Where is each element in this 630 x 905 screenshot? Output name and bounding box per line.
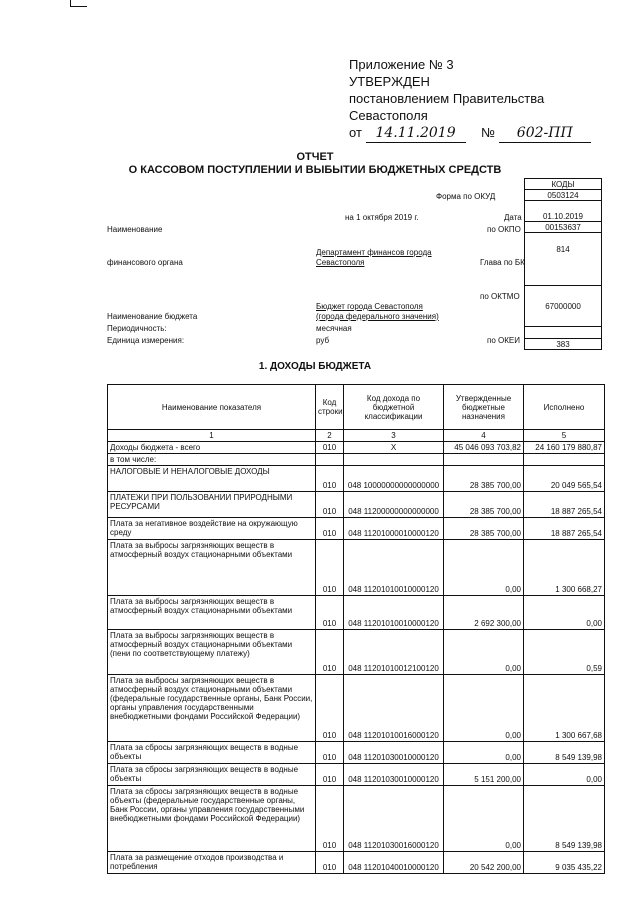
table-cell: 0,00 [444, 786, 524, 852]
table-cell: 048 11201030016000120 [344, 786, 444, 852]
table-cell: Плата за выбросы загрязняющих веществ в атмосферный воздух стационарными объектами [108, 540, 316, 596]
approval-appendix: Приложение № 3 [349, 57, 454, 72]
column-number-row [108, 430, 605, 442]
table-cell: 28 385 700,00 [444, 492, 524, 518]
approval-approved: УТВЕРЖДЕН [349, 74, 430, 89]
table-row [108, 675, 605, 742]
table-row [108, 742, 605, 764]
table-cell: 048 11201030010000120 [344, 742, 444, 764]
unit-value: руб [316, 336, 330, 345]
table-cell: НАЛОГОВЫЕ И НЕНАЛОГОВЫЕ ДОХОДЫ [108, 466, 316, 492]
okpo-label: по ОКПО [487, 225, 521, 234]
table-row [108, 442, 605, 454]
unit-label: Единица измерения: [107, 336, 185, 345]
table-cell: 18 887 265,54 [524, 518, 605, 540]
table-cell: 0,59 [524, 630, 605, 675]
table-cell: Плата за размещение отходов производства и потребления [108, 852, 316, 874]
table-row [108, 630, 605, 675]
period-code [525, 327, 602, 339]
approval-city: Севастополя [349, 108, 428, 123]
table-cell: 8 549 139,98 [524, 742, 605, 764]
col-number: 4 [444, 430, 524, 442]
table-cell: 010 [316, 442, 344, 454]
table-cell: 010 [316, 466, 344, 492]
table-cell: 048 11201040010000120 [344, 852, 444, 874]
fin-org-name-line1: Департамент финансов города [316, 248, 432, 257]
table-row [108, 466, 605, 492]
table-cell: 20 049 565,54 [524, 466, 605, 492]
table-cell: 28 385 700,00 [444, 518, 524, 540]
date-value: 01.10.2019 [525, 211, 602, 222]
income-table [107, 384, 605, 874]
period-value: месячная [316, 324, 352, 333]
table-cell: Плата за сбросы загрязняющих веществ в водные объекты (федеральные государственные органы, Банк России, органы управления государственными внебюджетными фондами Российской Федерации) [108, 786, 316, 852]
col-number: 2 [316, 430, 344, 442]
okei-label: по ОКЕИ [487, 336, 520, 345]
okei-value: 383 [525, 339, 602, 350]
table-cell: 010 [316, 518, 344, 540]
approval-number-handwritten: 602-ПП [499, 125, 591, 143]
table-cell: 0,00 [444, 630, 524, 675]
approval-date-handwritten: 14.11.2019 [366, 125, 466, 143]
table-cell: 9 035 435,22 [524, 852, 605, 874]
date-label: Дата [504, 213, 522, 222]
table-cell: 048 11201010016000120 [344, 675, 444, 742]
table-row [108, 764, 605, 786]
table-cell: 20 542 200,00 [444, 852, 524, 874]
fin-org-name-line2: Севастополя [316, 258, 365, 267]
table-cell: 010 [316, 852, 344, 874]
glava-value: 814 [525, 233, 602, 286]
table-cell: 0,00 [524, 596, 605, 630]
approval-decree: постановлением Правительства [349, 91, 545, 106]
table-row [108, 786, 605, 852]
header-income-code: Код дохода по бюджетной классификации [344, 385, 444, 430]
table-cell: 048 10000000000000000 [344, 466, 444, 492]
table-cell [344, 454, 444, 466]
report-subtitle: О КАССОВОМ ПОСТУПЛЕНИИ И ВЫБЫТИИ БЮДЖЕТНЫХ СРЕДСТВ [128, 164, 502, 176]
budget-name-line1: Бюджет города Севастополя [316, 302, 423, 311]
table-cell: 2 692 300,00 [444, 596, 524, 630]
codes-table [524, 178, 602, 350]
codes-blank [525, 201, 602, 212]
table-cell: ПЛАТЕЖИ ПРИ ПОЛЬЗОВАНИИ ПРИРОДНЫМИ РЕСУРСАМИ [108, 492, 316, 518]
okpo-value: 00153637 [525, 222, 602, 233]
table-cell: 010 [316, 540, 344, 596]
oktmo-value: 67000000 [525, 286, 602, 327]
table-cell: 8 549 139,98 [524, 786, 605, 852]
table-cell: 18 887 265,54 [524, 492, 605, 518]
table-cell: 0,00 [444, 742, 524, 764]
budget-label: Наименование бюджета [107, 312, 198, 321]
approval-number-prefix: № [481, 125, 496, 140]
table-cell: 048 11200000000000000 [344, 492, 444, 518]
table-row [108, 492, 605, 518]
table-cell: Плата за сбросы загрязняющих веществ в водные объекты [108, 742, 316, 764]
table-cell: Плата за выбросы загрязняющих веществ в атмосферный воздух стационарными объектами [108, 596, 316, 630]
fin-org-label: финансового органа [107, 258, 183, 267]
report-title: ОТЧЕТ [296, 151, 334, 163]
approval-date-prefix: от [349, 125, 362, 140]
table-cell: 24 160 179 880,87 [524, 442, 605, 454]
table-cell: 010 [316, 492, 344, 518]
table-cell: Плата за выбросы загрязняющих веществ в атмосферный воздух стационарными объектами (пени по соответствующему платежу) [108, 630, 316, 675]
name-label: Наименование [107, 225, 163, 234]
oktmo-label: по ОКТМО [480, 292, 520, 301]
table-cell: 0,00 [524, 764, 605, 786]
table-cell: 0,00 [444, 540, 524, 596]
table-cell: 048 11201000010000120 [344, 518, 444, 540]
col-number: 5 [524, 430, 605, 442]
table-row [108, 518, 605, 540]
table-cell: 010 [316, 596, 344, 630]
table-header-row [108, 385, 605, 430]
table-cell: 1 300 668,27 [524, 540, 605, 596]
table-cell: 45 046 093 703,82 [444, 442, 524, 454]
approval-block [349, 56, 591, 143]
table-row [108, 540, 605, 596]
table-cell: 010 [316, 630, 344, 675]
corner-mark [70, 0, 87, 7]
header-indicator-name: Наименование показателя [108, 385, 316, 430]
budget-name-line2: (города федерального значения) [316, 312, 439, 321]
table-cell: X [344, 442, 444, 454]
table-cell: 048 11201010012100120 [344, 630, 444, 675]
table-row [108, 852, 605, 874]
header-approved: Утвержденные бюджетные назначения [444, 385, 524, 430]
approval-date-line [349, 124, 591, 143]
okud-value: 0503124 [525, 190, 602, 201]
table-cell: 048 11201030010000120 [344, 764, 444, 786]
table-cell [316, 454, 344, 466]
table-cell: 28 385 700,00 [444, 466, 524, 492]
table-cell: 010 [316, 742, 344, 764]
period-label: Периодичность: [107, 324, 167, 333]
table-cell: Плата за выбросы загрязняющих веществ в атмосферный воздух стационарными объектами (федеральные государственные органы, Банк России, органы управления государственными внебюджетными фондами Российской Федерации) [108, 675, 316, 742]
table-cell: Плата за негативное воздействие на окружающую среду [108, 518, 316, 540]
col-number: 1 [108, 430, 316, 442]
header-row-code: Код строки [316, 385, 344, 430]
table-row [108, 596, 605, 630]
table-cell: 048 11201010010000120 [344, 596, 444, 630]
header-executed: Исполнено [524, 385, 605, 430]
table-cell: 010 [316, 675, 344, 742]
glava-label: Глава по БК [480, 258, 525, 267]
table-cell: Плата за сбросы загрязняющих веществ в водные объекты [108, 764, 316, 786]
report-date-text: на 1 октября 2019 г. [345, 213, 419, 222]
codes-label: КОДЫ [525, 179, 602, 190]
section-title: 1. ДОХОДЫ БЮДЖЕТА [258, 361, 372, 372]
table-row [108, 454, 605, 466]
table-cell: в том числе: [108, 454, 316, 466]
table-cell: 048 11201010010000120 [344, 540, 444, 596]
okud-label: Форма по ОКУД [436, 192, 496, 201]
table-cell [524, 454, 605, 466]
table-cell: 010 [316, 786, 344, 852]
table-cell [444, 454, 524, 466]
table-cell: 0,00 [444, 675, 524, 742]
table-cell: Доходы бюджета - всего [108, 442, 316, 454]
col-number: 3 [344, 430, 444, 442]
table-cell: 010 [316, 764, 344, 786]
table-cell: 1 300 667,68 [524, 675, 605, 742]
table-cell: 5 151 200,00 [444, 764, 524, 786]
